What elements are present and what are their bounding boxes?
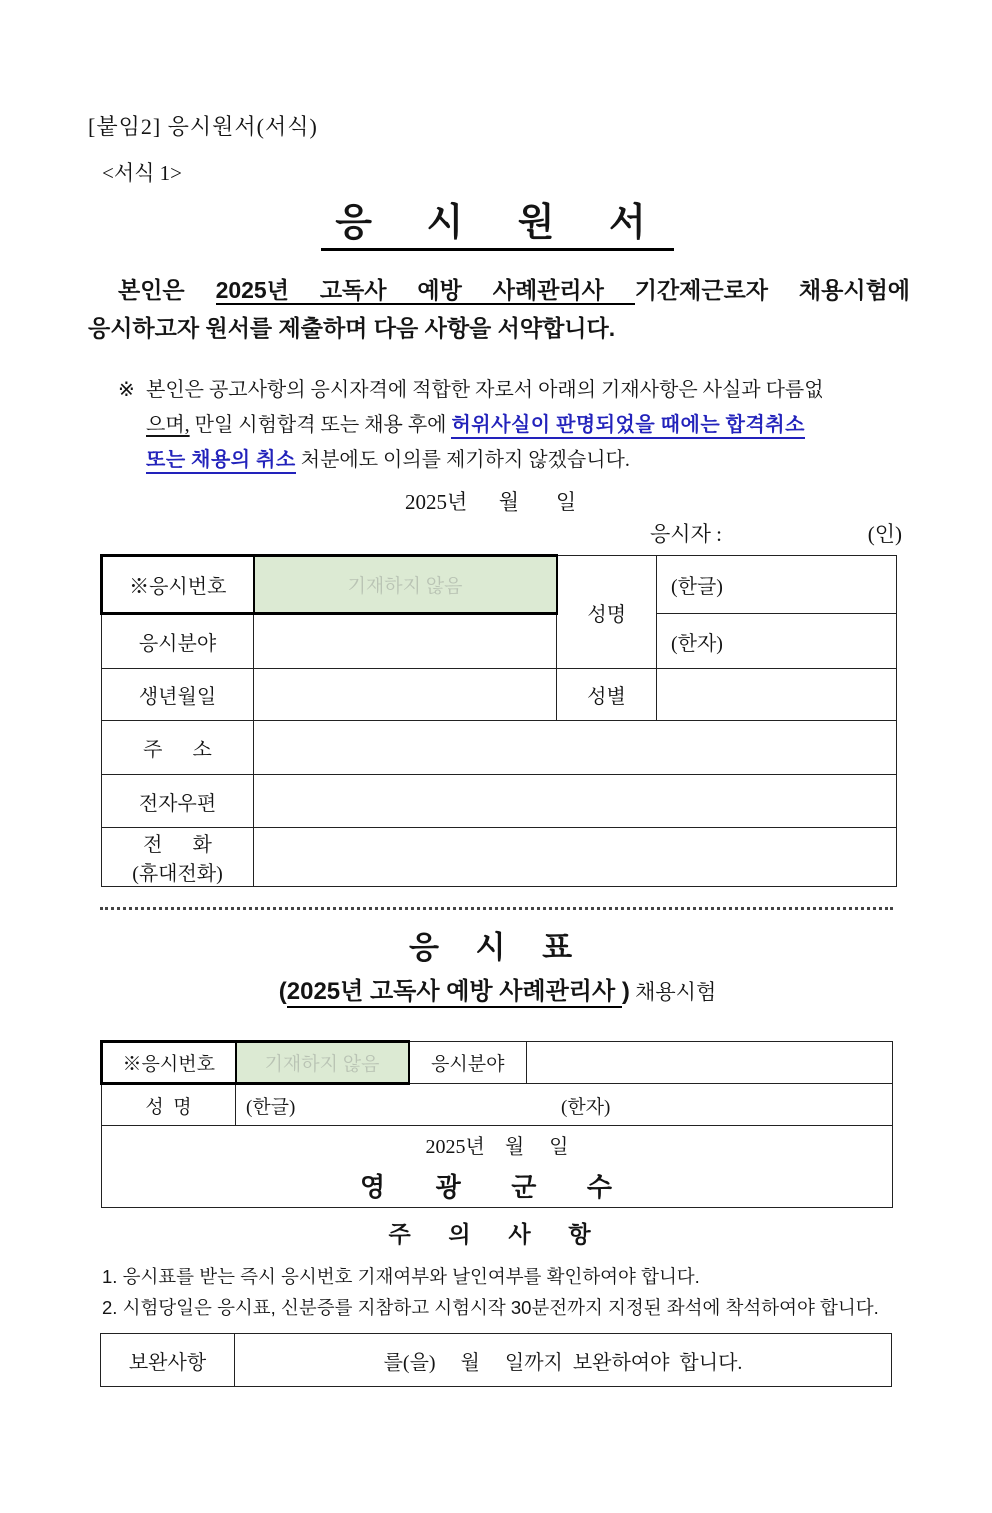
application-form-page <box>0 110 992 1513</box>
oath-note-underlined: 으며, <box>146 414 190 436</box>
birthdate-label: 생년월일 <box>102 669 254 721</box>
ticket-exam-name: 2025년 고독사 예방 사례관리사 <box>287 978 622 1008</box>
ticket-title: 응 시 표 <box>408 930 587 965</box>
caution-item-1: 1. 응시표를 받는 즉시 응시번호 기재여부와 날인여부를 확인하여야 합니다. <box>102 1266 700 1287</box>
applicant-signature-line <box>650 518 902 548</box>
cut-line-divider <box>100 907 893 910</box>
field-input-cell[interactable] <box>254 614 557 669</box>
supplement-input-cell[interactable]: 를(을) 월 일까지 보완하여야 합니다. <box>235 1334 892 1387</box>
ticket-exam-number-label: ※응시번호 <box>102 1042 236 1084</box>
ticket-subtitle-suffix: 채용시험 <box>629 980 717 1004</box>
birthdate-input-cell[interactable] <box>254 669 557 721</box>
name-label: 성명 <box>557 556 657 669</box>
ticket-field-input-cell[interactable] <box>527 1042 893 1084</box>
gender-label: 성별 <box>557 669 657 721</box>
ticket-subtitle <box>100 971 895 1006</box>
ticket-name-input-cell[interactable] <box>236 1084 893 1126</box>
name-hanja-input-cell[interactable]: (한자) <box>657 614 897 669</box>
oath-note-text-1: 본인은 공고사항의 응시자격에 적합한 자로서 아래의 기재사항은 사실과 다름없 <box>146 379 824 401</box>
page-title-wrap <box>100 191 895 251</box>
pledge-paragraph <box>88 271 910 347</box>
oath-warning-text-1: 허위사실이 판명되었을 때에는 합격취소 <box>451 414 804 439</box>
oath-note-line-2 <box>146 408 913 443</box>
phone-label <box>102 828 254 887</box>
pledge-suffix: 기간제근로자 채용시험에 <box>634 277 911 303</box>
exam-ticket-table <box>100 1040 893 1208</box>
pledge-line-2: 응시하고자 원서를 제출하며 다음 사항을 서약합니다. <box>88 315 616 341</box>
oath-note-line-3 <box>146 443 913 478</box>
county-governor-signature: 영 광 군 수 <box>360 1172 634 1202</box>
phone-input-cell[interactable] <box>254 828 897 887</box>
phone-label-line2: (휴대전화) <box>132 863 223 885</box>
ticket-exam-number-cell: 기재하지 않음 <box>236 1042 409 1084</box>
ticket-subtitle-open: ( <box>278 978 287 1005</box>
oath-note-text-3: 처분에도 이의를 제기하지 않겠습니다. <box>295 449 630 471</box>
exam-number-cell: 기재하지 않음 <box>254 556 557 614</box>
gender-input-cell[interactable] <box>657 669 897 721</box>
email-input-cell[interactable] <box>254 775 897 828</box>
exam-number-label: ※응시번호 <box>102 556 254 614</box>
field-label: 응시분야 <box>102 614 254 669</box>
caution-list <box>102 1261 895 1323</box>
signature-date-line: 2025년 월 일 <box>405 490 577 514</box>
oath-note-text-2: 만일 시험합격 또는 채용 후에 <box>189 414 452 436</box>
attachment-label: [붙임2] 응시원서(서식) <box>88 114 318 139</box>
address-input-cell[interactable] <box>254 721 897 775</box>
email-label: 전자우편 <box>102 775 254 828</box>
oath-note <box>118 373 913 478</box>
reference-mark: ※ <box>118 379 135 401</box>
application-info-table <box>100 554 897 887</box>
pledge-line-1 <box>88 271 910 309</box>
caution-heading: 주 의 사 항 <box>388 1222 607 1247</box>
oath-note-line-1 <box>118 373 913 408</box>
supplement-table <box>100 1333 892 1387</box>
name-hangul-input-cell[interactable]: (한글) <box>657 556 897 614</box>
ticket-field-label: 응시분야 <box>409 1042 527 1084</box>
caution-item-2: 2. 시험당일은 응시표, 신분증를 지참하고 시험시작 30분전까지 지정된 좌석에 착석하여야 합니다. <box>102 1297 879 1318</box>
phone-label-line1: 전 화 <box>143 834 212 856</box>
seal-label: (인) <box>867 522 902 546</box>
ticket-subtitle-close: ) <box>621 978 630 1005</box>
ticket-name-label: 성 명 <box>102 1084 236 1126</box>
applicant-label: 응시자 : <box>650 522 722 546</box>
page-title: 응 시 원 서 <box>321 191 674 251</box>
address-label: 주 소 <box>102 721 254 775</box>
ticket-name-hanja: (한자) <box>561 1096 611 1118</box>
form-number-label: <서식 1> <box>102 161 183 185</box>
ticket-name-hangul: (한글) <box>246 1096 296 1118</box>
pledge-prefix: 본인은 <box>118 277 216 303</box>
ticket-date-line: 2025년 월 일 <box>425 1135 569 1158</box>
oath-warning-text-2: 또는 채용의 취소 <box>146 449 296 474</box>
ticket-signature-cell <box>102 1126 893 1208</box>
supplement-label: 보완사항 <box>101 1334 235 1387</box>
pledge-exam-name: 2025년 고독사 예방 사례관리사 <box>215 277 635 303</box>
